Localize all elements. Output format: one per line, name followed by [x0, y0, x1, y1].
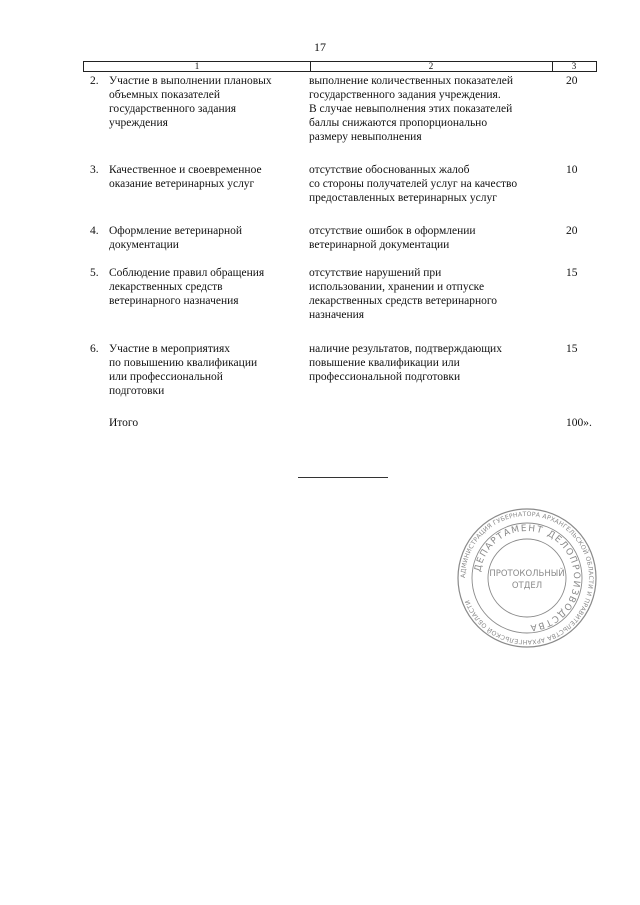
column-header-1: 1	[84, 62, 311, 71]
condition-cell	[309, 163, 559, 205]
condition-text-line: со стороны получателей услуг на качество	[309, 178, 518, 190]
separator-line	[298, 477, 388, 478]
points-cell: 15	[566, 267, 578, 279]
condition-text-line: В случае невыполнения этих показателей	[309, 103, 513, 115]
criterion-text-line: или профессиональной	[109, 371, 223, 383]
condition-text-line: размеру невыполнения	[309, 131, 422, 143]
criterion-text-line: Участие в мероприятиях	[109, 343, 231, 355]
criterion-text-line: Качественное и своевременное	[109, 164, 262, 176]
row-number: 4.	[90, 225, 99, 237]
criterion-cell	[109, 163, 299, 191]
points-cell: 15	[566, 343, 578, 355]
condition-text-line: отсутствие обоснованных жалоб	[309, 164, 470, 176]
condition-text-line: выполнение количественных показателей	[309, 75, 514, 87]
condition-text-line: баллы снижаются пропорционально	[309, 117, 488, 129]
official-stamp	[457, 508, 597, 648]
condition-text-line: использовании, хранении и отпуске	[309, 281, 485, 293]
stamp-center-line1: ПРОТОКОЛЬНЫЙ	[489, 569, 565, 579]
row-number: 6.	[90, 343, 99, 355]
condition-cell	[309, 74, 559, 144]
page-number: 17	[314, 40, 326, 54]
condition-text-line: назначения	[309, 309, 365, 321]
row-number: 2.	[90, 75, 99, 87]
row-number: 3.	[90, 164, 99, 176]
criterion-cell	[109, 224, 299, 252]
condition-text-line: ветеринарной документации	[309, 239, 450, 251]
condition-text-line: наличие результатов, подтверждающих	[309, 343, 502, 355]
criterion-text-line: документации	[109, 239, 179, 251]
criterion-text-line: оказание ветеринарных услуг	[109, 178, 255, 190]
condition-text-line: профессиональной подготовки	[309, 371, 461, 383]
criterion-text-line: Участие в выполнении плановых	[109, 75, 272, 87]
points-cell: 20	[566, 225, 578, 237]
total-label: Итого	[109, 417, 139, 429]
column-header-2: 2	[310, 62, 553, 71]
stamp-center-line2: ОТДЕЛ	[511, 581, 543, 591]
criterion-text-line: государственного задания	[109, 103, 237, 115]
condition-text-line: отсутствие нарушений при	[309, 267, 442, 279]
stamp-inner-text: ДЕПАРТАМЕНТ ДЕЛОПРОИЗВОДСТВА	[473, 523, 582, 633]
criterion-cell	[109, 266, 299, 308]
condition-text-line: лекарственных средств ветеринарного	[309, 295, 498, 307]
criterion-text-line: учреждения	[109, 117, 168, 129]
condition-cell	[309, 224, 559, 252]
criterion-text-line: лекарственных средств	[109, 281, 223, 293]
row-number: 5.	[90, 267, 99, 279]
condition-cell	[309, 342, 559, 384]
condition-cell	[309, 266, 559, 322]
points-cell: 10	[566, 164, 578, 176]
condition-text-line: предоставленных ветеринарных услуг	[309, 192, 497, 204]
criterion-text-line: объемных показателей	[109, 89, 221, 101]
points-cell: 20	[566, 75, 578, 87]
total-value: 100».	[566, 417, 592, 429]
criterion-text-line: по повышению квалификации	[109, 357, 258, 369]
condition-text-line: государственного задания учреждения.	[309, 89, 501, 101]
criterion-text-line: Оформление ветеринарной	[109, 225, 243, 237]
condition-text-line: отсутствие ошибок в оформлении	[309, 225, 476, 237]
column-header-3: 3	[571, 61, 577, 71]
table-column-header-row	[83, 61, 597, 72]
criterion-text-line: ветеринарного назначения	[109, 295, 239, 307]
stamp-outer-text: АДМИНИСТРАЦИЯ ГУБЕРНАТОРА АРХАНГЕЛЬСКОЙ ОБЛАСТИ И ПРАВИТЕЛЬСТВА АРХАНГЕЛЬСКОЙ ОБЛАСТИ	[459, 510, 595, 646]
criterion-cell	[109, 74, 299, 130]
condition-text-line: повышение квалификации или	[309, 357, 460, 369]
criterion-text-line: Соблюдение правил обращения	[109, 267, 265, 279]
criterion-cell	[109, 342, 299, 398]
criterion-text-line: подготовки	[109, 385, 165, 397]
